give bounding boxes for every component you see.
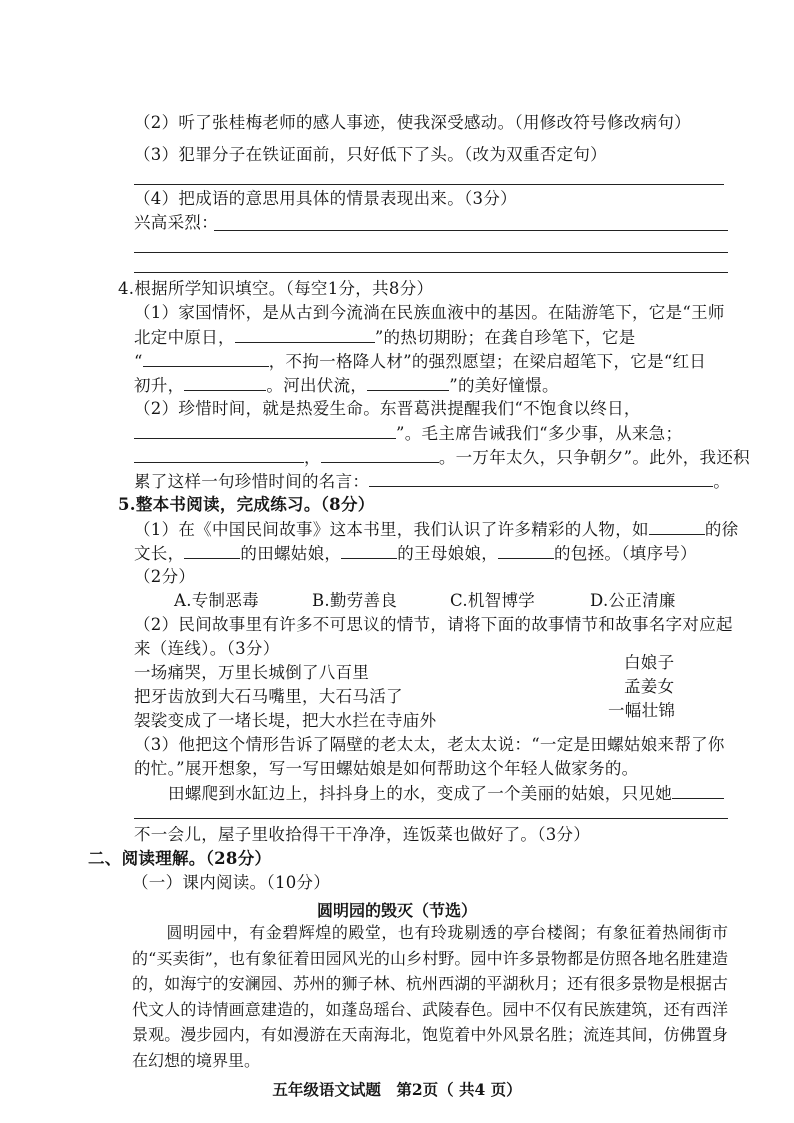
fill-blank[interactable] <box>367 374 449 391</box>
match-right-3[interactable]: 一幅壮锦 <box>608 701 676 720</box>
match-left-1[interactable]: 一场痛哭，万里长城倒了八百里 <box>134 663 370 682</box>
page-footer: 五年级语文试题 第2页（ 共4 页） <box>272 1080 522 1099</box>
q3-item3: （3）犯罪分子在铁证面前，只好低下了头。（改为双重否定句） <box>134 145 607 164</box>
q5-header: 5.整本书阅读，完成练习。（8分） <box>118 495 375 514</box>
q5-p3-line2: 的忙。”展开想象，写一写田螺姑娘是如何帮助这个年轻人做家务的。 <box>134 759 639 778</box>
q5-option-d: D.公正清廉 <box>590 591 676 610</box>
q5-option-a: A.专制恶毒 <box>174 591 259 610</box>
answer-line <box>134 184 724 185</box>
answer-line <box>134 252 728 253</box>
q4-p1-line2: 北定中原日， ”的热切期盼；在龚自珍笔下，它是 <box>134 328 636 347</box>
answer-line[interactable] <box>134 818 728 819</box>
part2-header: 二、阅读理解。（28分） <box>88 849 272 868</box>
match-left-3[interactable]: 袈裟变成了一堵长堤，把大水拦在寺庙外 <box>134 711 437 730</box>
fill-blank[interactable] <box>649 518 705 535</box>
q5-p2-line1: （2）民间故事里有许多不可思议的情节，请将下面的故事情节和故事名字对应起 <box>134 615 733 634</box>
q5-p3-line1: （3）他把这个情形告诉了隔壁的老太太，老太太说：“一定是田螺姑娘来帮了你 <box>134 735 725 754</box>
fill-blank[interactable] <box>369 470 713 487</box>
fill-blank[interactable] <box>143 350 269 367</box>
passage-title: 圆明园的毁灭（节选） <box>316 901 477 920</box>
q5-option-b: B.勤劳善良 <box>312 591 398 610</box>
fill-blank[interactable] <box>341 542 397 559</box>
q3-item2: （2）听了张桂梅老师的感人事迹，使我深受感动。（用修改符号修改病句） <box>134 113 691 132</box>
q4-p2-line4: 累了这样一句珍惜时间的名言： 。 <box>134 472 731 491</box>
q4-p1-line4: 初升， 。河出伏流， ”的美好憧憬。 <box>134 376 559 395</box>
part2-sub1: （一）课内阅读。（10分） <box>132 873 331 892</box>
q3-idiom-label: 兴高采烈： <box>134 213 218 232</box>
q4-p2-line1: （2）珍惜时间，就是热爱生命。东晋葛洪提醒我们“不饱食以终日， <box>134 399 641 418</box>
answer-line <box>134 272 728 273</box>
q5-p3-line5: 不一会儿，屋子里收拾得干干净净，连饭菜也做好了。（3分） <box>134 825 591 844</box>
fill-blank[interactable] <box>184 374 266 391</box>
q5-p1-line1: （1）在《中国民间故事》这本书里，我们认识了许多精彩的人物，如 的徐 <box>134 520 739 539</box>
passage-text: 圆明园中，有金碧辉煌的殿堂，也有玲珑剔透的亭台楼阁；有象征着热闹街市的“买卖街”，也有象征着田园风光的山乡村野。园中许多景物都是仿照各地名胜建造的，如海宁的安澜园、苏州的狮子林、杭州西湖的平湖秋月；还有很多景物是根据古代文人的诗情画意建造的，如蓬岛瑶台、武陵春色。园中不仅有民族建筑，还有西洋景观。漫步园内，有如漫游在天南海北，饱览着中外风景名胜；流连其间，仿佛置身在幻想的境界里。 <box>132 923 728 1070</box>
q4-header: 4.根据所学知识填空。（每空1分，共8分） <box>118 279 434 298</box>
q3-item4: （4）把成语的意思用具体的情景表现出来。（3分） <box>134 189 517 208</box>
q4-p2-line2: ”。毛主席告诫我们“多少事，从来急； <box>134 422 682 445</box>
q5-p3-line3: 田螺爬到水缸边上，抖抖身上的水，变成了一个美丽的姑娘，只见她 <box>168 782 724 805</box>
q4-p2-line3: ， 。一万年太久，只争朝夕”。此外，我还积 <box>134 446 750 469</box>
answer-line <box>214 230 728 231</box>
q5-p1-line2: 文长， 的田螺姑娘， 的王母娘娘， 的包拯。（填序号） <box>134 544 697 563</box>
q5-p1-line3: （2分） <box>134 567 196 586</box>
fill-blank[interactable] <box>134 446 304 463</box>
fill-blank[interactable] <box>672 782 724 799</box>
q4-p1-line3: “ ，不拘一格降人材”的强烈愿望；在梁启超笔下，它是“红日 <box>134 352 707 371</box>
fill-blank[interactable] <box>134 422 396 439</box>
match-right-1[interactable]: 白娘子 <box>624 653 675 672</box>
q5-p2-line2: 来（连线）。（3分） <box>134 639 280 658</box>
match-left-2[interactable]: 把牙齿放到大石马嘴里，大石马活了 <box>134 687 403 706</box>
fill-blank[interactable] <box>235 326 375 343</box>
fill-blank[interactable] <box>321 446 439 463</box>
q4-p1-line1: （1）家国情怀，是从古到今流淌在民族血液中的基因。在陆游笔下，它是“王师 <box>134 303 725 322</box>
q5-option-c: C.机智博学 <box>450 591 536 610</box>
fill-blank[interactable] <box>498 542 554 559</box>
match-right-2[interactable]: 孟姜女 <box>624 677 675 696</box>
fill-blank[interactable] <box>184 542 240 559</box>
